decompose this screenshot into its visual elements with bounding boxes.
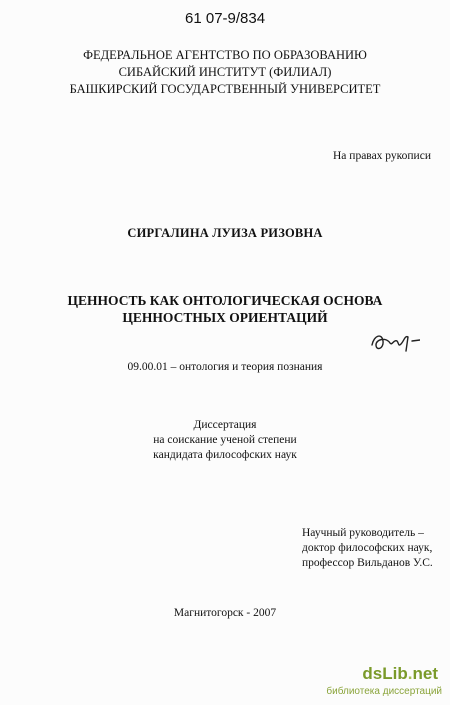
institution-line-2: СИБАЙСКИЙ ИНСТИТУТ (ФИЛИАЛ) <box>118 65 332 79</box>
advisor-line-2: доктор философских наук, <box>302 542 433 554</box>
institution-line-1: ФЕДЕРАЛЬНОЕ АГЕНТСТВО ПО ОБРАЗОВАНИЮ <box>83 48 367 62</box>
stamp-code: 61 07-9/834 <box>185 10 266 27</box>
city-year: Магнитогорск - 2007 <box>173 607 277 619</box>
rights-note: На правах рукописи <box>333 150 431 162</box>
thesis-title-line-2: ЦЕННОСТНЫХ ОРИЕНТАЦИЙ <box>122 310 328 325</box>
institution-line-3: БАШКИРСКИЙ ГОСУДАРСТВЕННЫЙ УНИВЕРСИТЕТ <box>69 82 381 96</box>
advisor-line-3: профессор Вильданов У.С. <box>302 557 433 569</box>
author-name: СИРГАЛИНА ЛУИЗА РИЗОВНА <box>127 226 323 240</box>
dissertation-line-3: кандидата философских наук <box>153 449 297 461</box>
dissertation-line-1: Диссертация <box>193 419 257 431</box>
advisor-line-1: Научный руководитель – <box>302 527 424 539</box>
watermark-caption: библиотека диссертаций <box>326 686 442 697</box>
watermark <box>326 664 450 705</box>
watermark-logo: dsLib.net <box>362 664 438 683</box>
specialty-code: 09.00.01 – онтология и теория познания <box>127 361 323 373</box>
handwritten-signature <box>368 327 420 357</box>
thesis-title-line-1: ЦЕННОСТЬ КАК ОНТОЛОГИЧЕСКАЯ ОСНОВА <box>67 293 383 308</box>
dissertation-line-2: на соискание ученой степени <box>153 434 297 446</box>
